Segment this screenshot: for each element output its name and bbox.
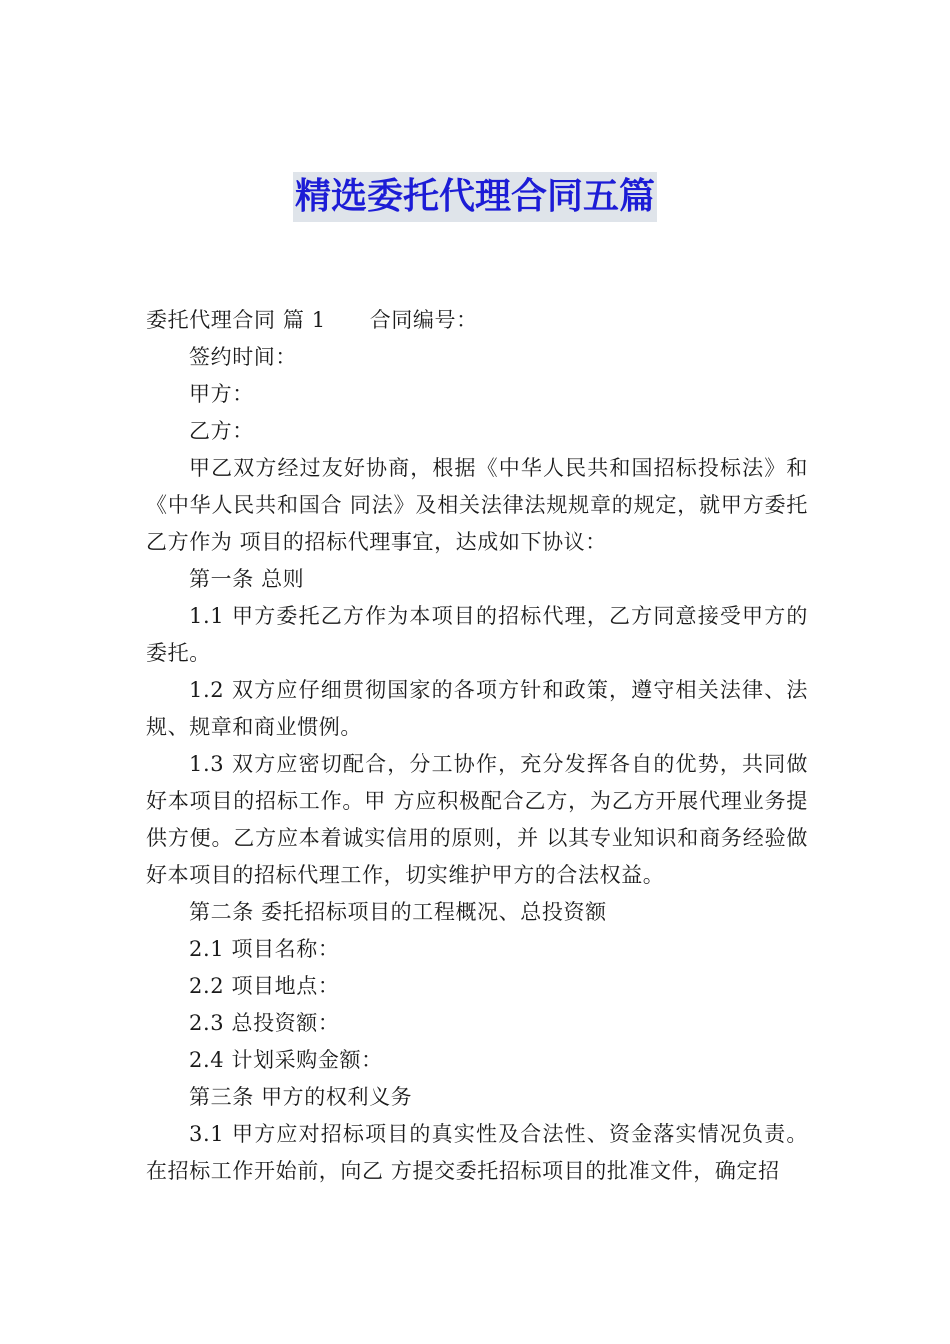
paragraph: 1.3 双方应密切配合，分工协作，充分发挥各自的优势，共同做好本项目的招标工作。甲 方应积极配合乙方，为乙方开展代理业务提供方便。乙方应本着诚实信用的原则，并 以其专业知识和商务经验做好本项目的招标代理工作，切实维护甲方的合法权益。 — [146, 752, 808, 887]
paragraph: 3.1 甲方应对招标项目的真实性及合法性、资金落实情况负责。在招标工作开始前，向乙 方提交委托招标项目的批准文件，确定招 — [146, 1122, 808, 1183]
paragraph: 乙方： — [189, 419, 254, 443]
contract-heading-line — [146, 302, 808, 339]
contract-number-label: 合同编号： — [369, 308, 478, 332]
paragraph: 签约时间： — [189, 345, 297, 369]
document-title: 精选委托代理合同五篇 — [293, 172, 657, 222]
paragraph: 1.1 甲方委托乙方作为本项目的招标代理，乙方同意接受甲方的委托。 — [146, 604, 808, 665]
contract-heading: 委托代理合同 篇 1 — [146, 308, 326, 332]
paragraph: 2.1 项目名称： — [189, 937, 340, 961]
section-heading: 第一条 总则 — [189, 567, 305, 591]
section-heading: 第三条 甲方的权利义务 — [189, 1085, 413, 1109]
title-container — [0, 172, 950, 222]
paragraph: 1.2 双方应仔细贯彻国家的各项方针和政策，遵守相关法律、法规、规章和商业惯例。 — [146, 678, 808, 739]
paragraph: 甲方： — [189, 382, 254, 406]
paragraph: 2.4 计划采购金额： — [189, 1048, 383, 1072]
paragraph: 甲乙双方经过友好协商，根据《中华人民共和国招标投标法》和《中华人民共和国合 同法》及相关法律法规规章的规定，就甲方委托乙方作为 项目的招标代理事宜，达成如下协议： — [146, 456, 808, 554]
paragraph: 2.2 项目地点： — [189, 974, 340, 998]
section-heading: 第二条 委托招标项目的工程概况、总投资额 — [189, 900, 607, 924]
document-body — [146, 302, 808, 1190]
paragraph: 2.3 总投资额： — [189, 1011, 340, 1035]
